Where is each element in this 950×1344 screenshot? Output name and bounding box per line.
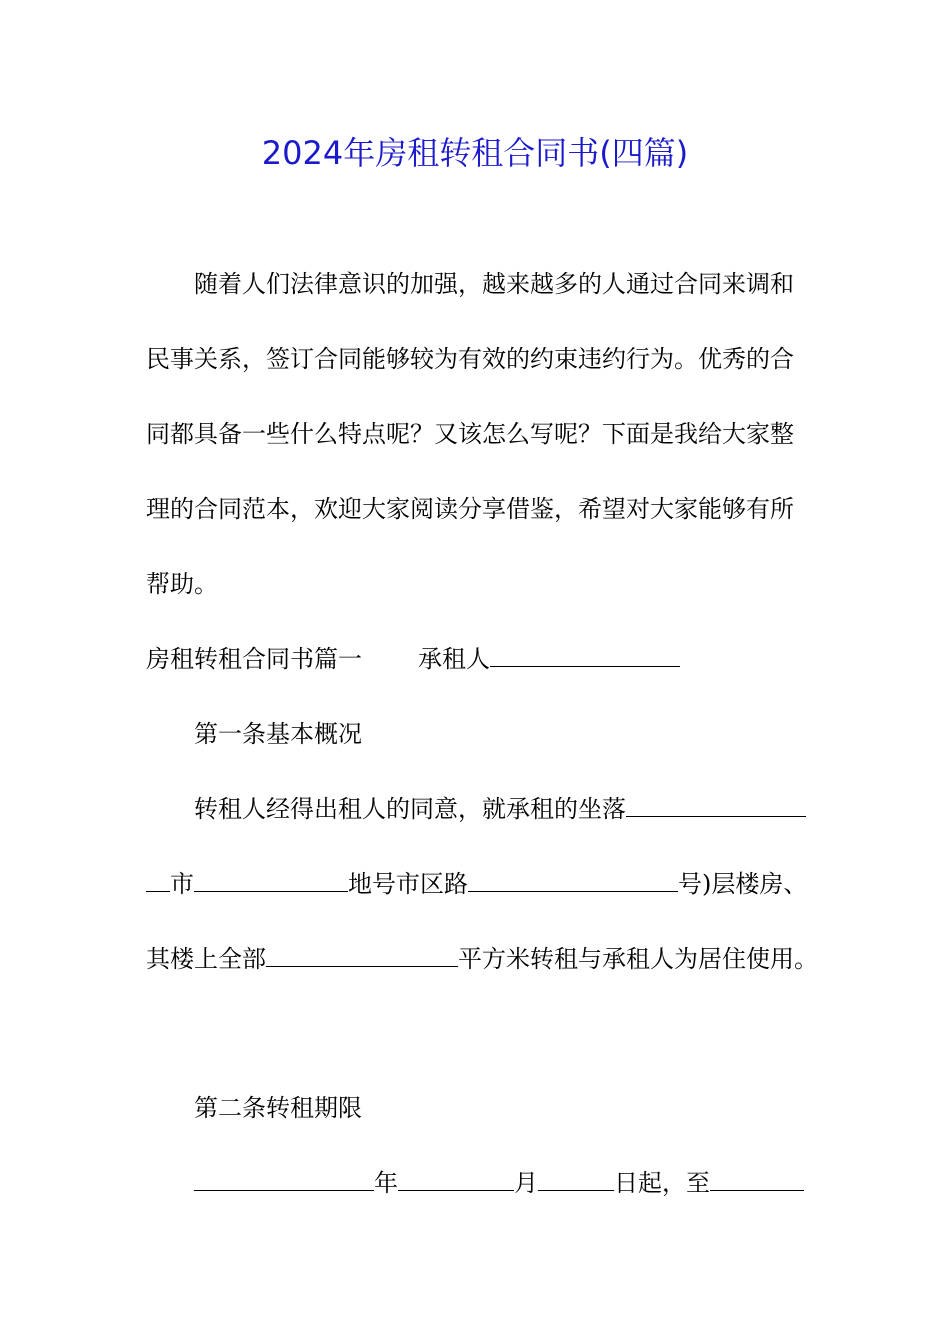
tenant-blank[interactable] (490, 642, 680, 667)
intro-line-5: 帮助。 (146, 570, 218, 598)
article-1-heading: 第一条基本概况 (194, 720, 362, 748)
road-blank[interactable] (468, 867, 678, 892)
intro-line-3: 同都具备一些什么特点呢？又该怎么写呢？下面是我给大家整 (146, 420, 794, 448)
area-prefix: 其楼上全部 (146, 945, 266, 973)
floor-label: 号)层楼房、 (678, 870, 808, 898)
city-label: 市 (170, 870, 194, 898)
month-blank[interactable] (398, 1166, 514, 1191)
area-suffix: 平方米转租与承租人为居住使用。 (458, 945, 818, 973)
end-date-blank[interactable] (710, 1166, 804, 1191)
location-blank[interactable] (626, 792, 806, 817)
article-2-heading: 第二条转租期限 (194, 1094, 362, 1122)
article-1-text-1: 转租人经得出租人的同意，就承租的坐落 (194, 795, 626, 823)
area-blank[interactable] (266, 942, 458, 967)
day-from-label: 日起，至 (614, 1169, 710, 1197)
article-1-line-1 (194, 789, 874, 829)
day-blank[interactable] (538, 1166, 614, 1191)
tenant-label: 承租人 (418, 645, 490, 673)
month-label: 月 (514, 1169, 538, 1197)
article-2-line-1 (194, 1163, 874, 1203)
city-blank[interactable] (194, 867, 348, 892)
intro-line-2: 民事关系，签订合同能够较为有效的约束违约行为。优秀的合 (146, 345, 794, 373)
year-blank[interactable] (194, 1166, 374, 1191)
location-blank-cont[interactable] (146, 867, 170, 892)
section-1-heading: 房租转租合同书篇一 (146, 645, 362, 673)
article-1-line-2 (146, 864, 826, 904)
document-title: 2024年房租转租合同书(四篇) (261, 134, 689, 172)
address-label: 地号市区路 (348, 870, 468, 898)
article-1-line-3 (146, 939, 826, 979)
intro-line-1: 随着人们法律意识的加强，越来越多的人通过合同来调和 (194, 270, 794, 298)
year-label: 年 (374, 1169, 398, 1197)
intro-line-4: 理的合同范本，欢迎大家阅读分享借鉴，希望对大家能够有所 (146, 495, 794, 523)
section-1-line (146, 639, 826, 679)
